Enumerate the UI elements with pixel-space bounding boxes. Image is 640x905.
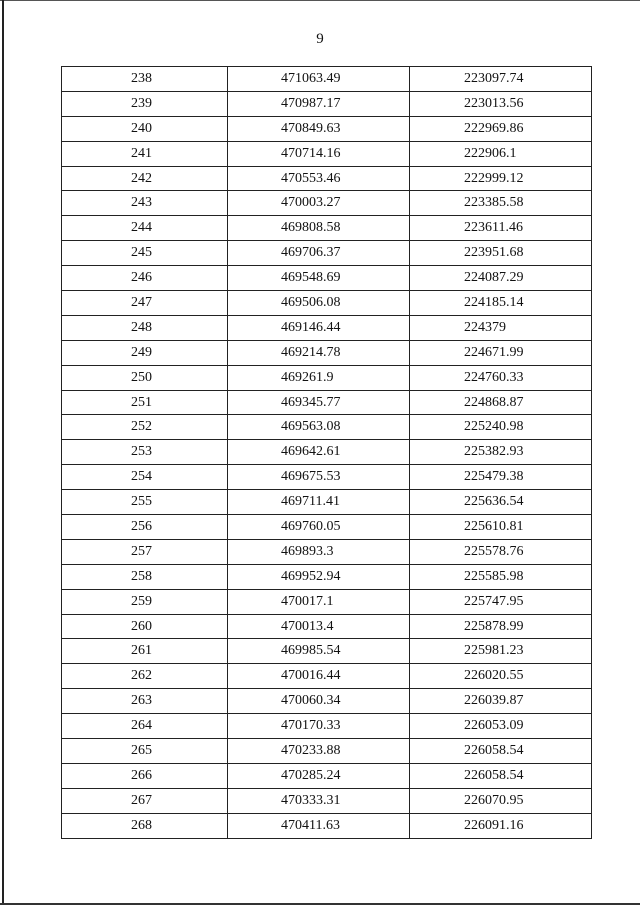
x-coordinate-cell: 469506.08: [228, 291, 410, 316]
table-row: [62, 539, 592, 564]
point-number-cell: 241: [62, 141, 228, 166]
point-number-cell: 265: [62, 739, 228, 764]
table-row: [62, 739, 592, 764]
point-number-cell: 239: [62, 91, 228, 116]
x-coordinate-cell: 469563.08: [228, 415, 410, 440]
x-coordinate-cell: 470170.33: [228, 714, 410, 739]
point-number-cell: 253: [62, 440, 228, 465]
y-coordinate-cell: 224868.87: [410, 390, 592, 415]
x-coordinate-cell: 469952.94: [228, 564, 410, 589]
table-row: [62, 788, 592, 813]
point-number-cell: 242: [62, 166, 228, 191]
point-number-cell: 260: [62, 614, 228, 639]
y-coordinate-cell: 225578.76: [410, 539, 592, 564]
table-row: [62, 714, 592, 739]
x-coordinate-cell: 470333.31: [228, 788, 410, 813]
x-coordinate-cell: 470016.44: [228, 664, 410, 689]
y-coordinate-cell: 225981.23: [410, 639, 592, 664]
table-row: [62, 465, 592, 490]
table-row: [62, 390, 592, 415]
x-coordinate-cell: 470003.27: [228, 191, 410, 216]
x-coordinate-cell: 469261.9: [228, 365, 410, 390]
table-row: [62, 365, 592, 390]
coordinates-table-body: [62, 67, 592, 839]
y-coordinate-cell: 224379: [410, 315, 592, 340]
y-coordinate-cell: 222906.1: [410, 141, 592, 166]
x-coordinate-cell: 471063.49: [228, 67, 410, 92]
y-coordinate-cell: 224760.33: [410, 365, 592, 390]
table-row: [62, 564, 592, 589]
table-row: [62, 91, 592, 116]
x-coordinate-cell: 469893.3: [228, 539, 410, 564]
x-coordinate-cell: 470411.63: [228, 813, 410, 838]
table-row: [62, 614, 592, 639]
point-number-cell: 238: [62, 67, 228, 92]
table-row: [62, 664, 592, 689]
point-number-cell: 248: [62, 315, 228, 340]
x-coordinate-cell: 469548.69: [228, 266, 410, 291]
point-number-cell: 247: [62, 291, 228, 316]
table-row: [62, 813, 592, 838]
y-coordinate-cell: 225479.38: [410, 465, 592, 490]
x-coordinate-cell: 469146.44: [228, 315, 410, 340]
x-coordinate-cell: 470714.16: [228, 141, 410, 166]
y-coordinate-cell: 223951.68: [410, 241, 592, 266]
point-number-cell: 255: [62, 490, 228, 515]
point-number-cell: 262: [62, 664, 228, 689]
y-coordinate-cell: 226039.87: [410, 689, 592, 714]
point-number-cell: 246: [62, 266, 228, 291]
table-row: [62, 440, 592, 465]
point-number-cell: 257: [62, 539, 228, 564]
point-number-cell: 245: [62, 241, 228, 266]
point-number-cell: 263: [62, 689, 228, 714]
point-number-cell: 267: [62, 788, 228, 813]
point-number-cell: 251: [62, 390, 228, 415]
point-number-cell: 254: [62, 465, 228, 490]
y-coordinate-cell: 224087.29: [410, 266, 592, 291]
coordinates-table: [61, 66, 592, 839]
table-row: [62, 689, 592, 714]
table-row: [62, 291, 592, 316]
table-row: [62, 216, 592, 241]
x-coordinate-cell: 469760.05: [228, 515, 410, 540]
table-row: [62, 191, 592, 216]
y-coordinate-cell: 222999.12: [410, 166, 592, 191]
table-row: [62, 763, 592, 788]
table-row: [62, 490, 592, 515]
table-row: [62, 141, 592, 166]
y-coordinate-cell: 223097.74: [410, 67, 592, 92]
y-coordinate-cell: 225878.99: [410, 614, 592, 639]
y-coordinate-cell: 226058.54: [410, 763, 592, 788]
y-coordinate-cell: 224185.14: [410, 291, 592, 316]
point-number-cell: 268: [62, 813, 228, 838]
y-coordinate-cell: 223385.58: [410, 191, 592, 216]
x-coordinate-cell: 470017.1: [228, 589, 410, 614]
page-left-edge: [2, 0, 4, 905]
point-number-cell: 261: [62, 639, 228, 664]
point-number-cell: 243: [62, 191, 228, 216]
table-row: [62, 589, 592, 614]
page-top-edge: [0, 0, 640, 1]
point-number-cell: 240: [62, 116, 228, 141]
y-coordinate-cell: 225636.54: [410, 490, 592, 515]
x-coordinate-cell: 470013.4: [228, 614, 410, 639]
table-row: [62, 241, 592, 266]
x-coordinate-cell: 470553.46: [228, 166, 410, 191]
table-row: [62, 315, 592, 340]
x-coordinate-cell: 470285.24: [228, 763, 410, 788]
y-coordinate-cell: 222969.86: [410, 116, 592, 141]
table-row: [62, 67, 592, 92]
y-coordinate-cell: 225747.95: [410, 589, 592, 614]
y-coordinate-cell: 225610.81: [410, 515, 592, 540]
y-coordinate-cell: 223013.56: [410, 91, 592, 116]
y-coordinate-cell: 225382.93: [410, 440, 592, 465]
x-coordinate-cell: 470233.88: [228, 739, 410, 764]
point-number-cell: 244: [62, 216, 228, 241]
y-coordinate-cell: 225240.98: [410, 415, 592, 440]
y-coordinate-cell: 226053.09: [410, 714, 592, 739]
x-coordinate-cell: 470987.17: [228, 91, 410, 116]
x-coordinate-cell: 469808.58: [228, 216, 410, 241]
y-coordinate-cell: 223611.46: [410, 216, 592, 241]
y-coordinate-cell: 224671.99: [410, 340, 592, 365]
x-coordinate-cell: 469214.78: [228, 340, 410, 365]
point-number-cell: 264: [62, 714, 228, 739]
y-coordinate-cell: 226070.95: [410, 788, 592, 813]
table-row: [62, 415, 592, 440]
point-number-cell: 249: [62, 340, 228, 365]
table-row: [62, 166, 592, 191]
point-number-cell: 259: [62, 589, 228, 614]
table-row: [62, 266, 592, 291]
y-coordinate-cell: 226091.16: [410, 813, 592, 838]
x-coordinate-cell: 469711.41: [228, 490, 410, 515]
x-coordinate-cell: 470060.34: [228, 689, 410, 714]
x-coordinate-cell: 469345.77: [228, 390, 410, 415]
point-number-cell: 256: [62, 515, 228, 540]
point-number-cell: 250: [62, 365, 228, 390]
y-coordinate-cell: 226020.55: [410, 664, 592, 689]
x-coordinate-cell: 469985.54: [228, 639, 410, 664]
page-number: 9: [316, 31, 324, 47]
table-row: [62, 639, 592, 664]
table-row: [62, 116, 592, 141]
point-number-cell: 252: [62, 415, 228, 440]
y-coordinate-cell: 226058.54: [410, 739, 592, 764]
x-coordinate-cell: 469642.61: [228, 440, 410, 465]
x-coordinate-cell: 470849.63: [228, 116, 410, 141]
table-row: [62, 340, 592, 365]
point-number-cell: 258: [62, 564, 228, 589]
table-row: [62, 515, 592, 540]
x-coordinate-cell: 469706.37: [228, 241, 410, 266]
y-coordinate-cell: 225585.98: [410, 564, 592, 589]
point-number-cell: 266: [62, 763, 228, 788]
x-coordinate-cell: 469675.53: [228, 465, 410, 490]
